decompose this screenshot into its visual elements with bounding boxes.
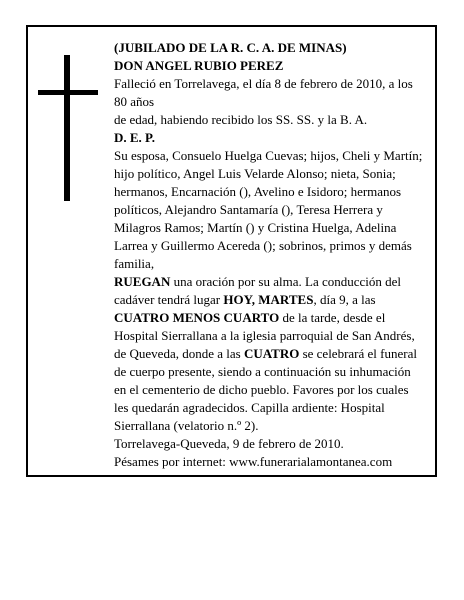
funeral-text: se celebrará el funeral de cuerpo presente, siendo a continuación su inhumación en el cementerio de dicho pueblo. Favores por los cuales les quedarán agradecidos. Capilla ardiente: Hospital Sierrallana (velatorio n.º 2). <box>114 346 417 433</box>
notice-header: (JUBILADO DE LA R. C. A. DE MINAS) <box>114 40 347 55</box>
hoy-martes-text: HOY, MARTES <box>223 292 314 307</box>
place-date-line: Torrelavega-Queveda, 9 de febrero de 2010. <box>114 436 344 451</box>
obituary-notice <box>26 25 437 477</box>
notice-text <box>114 39 426 471</box>
ceremony-paragraph <box>114 273 426 435</box>
cross-horizontal-bar <box>38 90 98 95</box>
hora-text: CUATRO MENOS CUARTO <box>114 310 280 325</box>
family-paragraph: Su esposa, Consuelo Huelga Cuevas; hijos, Cheli y Martín; hijo político, Angel Luis Velarde Alonso; nieta, Sonia; hermanos, Encarnación (), Avelino e Isidoro; hermanos políticos, Alejandro Santamaría (), Teresa Herrera y Milagros Ramos; Martín () y Cristina Huelga, Adelina Larrea y Guillermo Acereda (); sobrinos, primos y demás familia, <box>114 148 423 271</box>
cross-vertical-bar <box>64 55 70 201</box>
condolences-line: Pésames por internet: www.funerarialamontanea.com <box>114 454 393 469</box>
tarde-text: de la tarde, desde el Hospital Sierrallana a la iglesia parroquial de San Andrés, de Queveda, donde a las <box>114 310 415 361</box>
dia-text: , día 9, a las <box>313 292 376 307</box>
sacraments-line: de edad, habiendo recibido los SS. SS. y la B. A. <box>114 112 368 127</box>
cross-icon <box>38 55 98 201</box>
ruegan-body: una oración por su alma. La conducción del cadáver tendrá lugar <box>114 274 402 307</box>
death-line: Falleció en Torrelavega, el día 8 de febrero de 2010, a los 80 años <box>114 76 413 109</box>
rip-line: D. E. P. <box>114 130 156 145</box>
deceased-name: DON ANGEL RUBIO PEREZ <box>114 58 284 73</box>
ruegan-text: RUEGAN <box>114 274 171 289</box>
cuatro-text: CUATRO <box>243 346 300 361</box>
